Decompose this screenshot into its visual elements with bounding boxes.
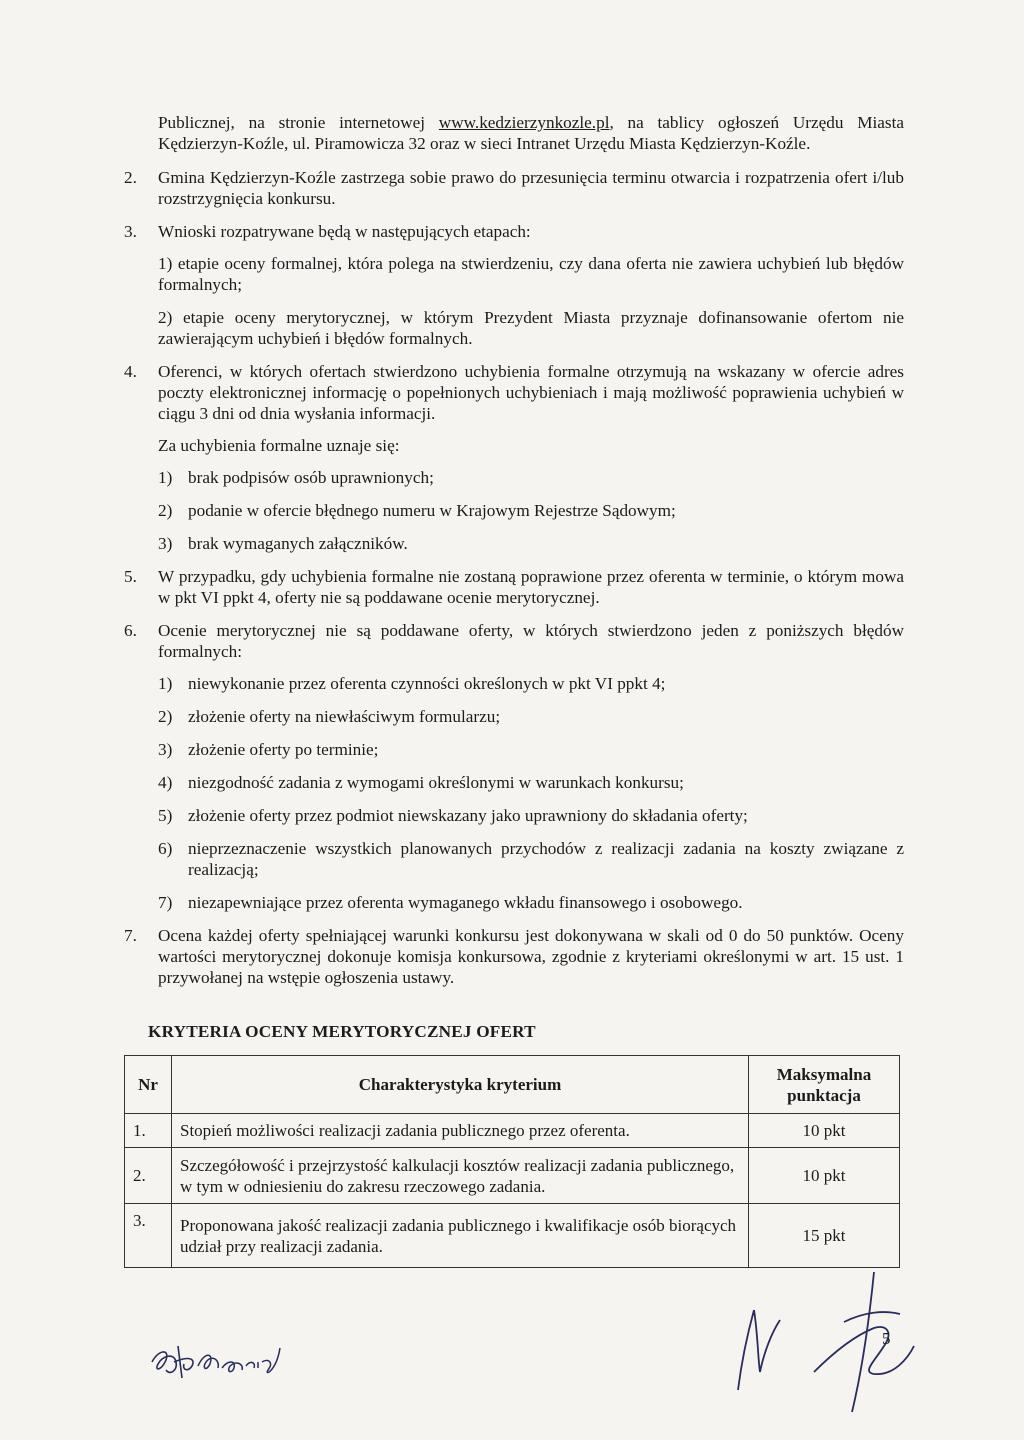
item-number: 6.: [124, 621, 137, 640]
row-nr: 3.: [125, 1204, 172, 1268]
sub-number: 6): [158, 839, 173, 858]
sub-item: [158, 739, 904, 760]
sub-text: nieprzeznaczenie wszystkich planowanych przychodów z realizacji zadania na koszty związane z realizacją;: [188, 839, 904, 879]
sub-number: 2): [158, 501, 173, 520]
row-points: 10 pkt: [749, 1114, 900, 1148]
item-number: 2.: [124, 168, 137, 187]
section-item-3: [124, 221, 904, 349]
header-characteristic: Charakterystyka kryterium: [172, 1056, 749, 1114]
table-row: [125, 1114, 900, 1148]
header-max-points: Maksymalna punktacja: [749, 1056, 900, 1114]
sub-text: podanie w ofercie błędnego numeru w Krajowym Rejestrze Sądowym;: [188, 501, 676, 520]
sub-item: 1) etapie oceny formalnej, która polega na stwierdzeniu, czy dana oferta nie zawiera uchybień lub błędów formalnych;: [158, 254, 904, 294]
sub-list: [158, 467, 904, 554]
sub-item: [158, 805, 904, 826]
sub-item: [158, 892, 904, 913]
sub-item: [158, 706, 904, 727]
sub-number: 3): [158, 534, 173, 553]
sub-item: [158, 838, 904, 880]
section-item-2: [124, 167, 904, 209]
section-item-5: [124, 566, 904, 608]
item-text: Ocena każdej oferty spełniającej warunki konkursu jest dokonywana w skali od 0 do 50 punktów. Oceny wartości merytorycznej dokonuje komisja konkursowa, zgodnie z kryteriami określonymi w art. 15 ust. 1 przywołanej na wstępie ogłoszenia ustawy.: [158, 926, 904, 987]
item-text: Ocenie merytorycznej nie są poddawane oferty, w których stwierdzono jeden z poniższych błędów formalnych:: [158, 621, 904, 661]
sub-number: 2): [158, 707, 173, 726]
sub-number: 1): [158, 468, 173, 487]
criteria-table: [124, 1055, 900, 1268]
criteria-heading: KRYTERIA OCENY MERYTORYCZNEJ OFERT: [148, 1022, 536, 1041]
sub-item: 2) etapie oceny merytorycznej, w którym Prezydent Miasta przyznaje dofinansowanie ofertom nie zawierającym uchybień i błędów formalnych.: [158, 308, 904, 348]
sub-item: [158, 772, 904, 793]
sub-text: złożenie oferty na niewłaściwym formularzu;: [188, 707, 501, 726]
section-item-6: [124, 620, 904, 913]
table-header-row: [125, 1056, 900, 1114]
item-number: 4.: [124, 362, 137, 381]
sub-list: [158, 673, 904, 913]
document-body: [124, 112, 904, 1000]
item-text: Gmina Kędzierzyn-Koźle zastrzega sobie prawo do przesunięcia terminu otwarcia i rozpatrzenia ofert i/lub rozstrzygnięcia konkursu.: [158, 168, 904, 208]
sub-number: 7): [158, 893, 173, 912]
sub-text: niezapewniające przez oferenta wymaganego wkładu finansowego i osobowego.: [188, 893, 743, 912]
sub-text: złożenie oferty po terminie;: [188, 740, 379, 759]
sub-item: [158, 533, 904, 554]
website-link[interactable]: www.kedzierzynkozle.pl: [438, 113, 610, 132]
row-nr: 1.: [125, 1114, 172, 1148]
handwritten-initials-signature: [148, 1322, 288, 1386]
intro-paragraph: [124, 112, 904, 154]
item-text: Oferenci, w których ofertach stwierdzono uchybienia formalne otrzymują na wskazany w ofercie adres poczty elektronicznej informację o popełnionych uchybieniach i mają możliwość poprawienia uchybień w ciągu 3 dni od dnia wysłania informacji.: [158, 362, 904, 423]
sub-text: niewykonanie przez oferenta czynności określonych w pkt VI ppkt 4;: [188, 674, 666, 693]
intro-text-start: Publicznej, na stronie internetowej: [158, 113, 439, 132]
row-characteristic: Proponowana jakość realizacji zadania publicznego i kwalifikacje osób biorących udział przy realizacji zadania.: [172, 1204, 749, 1268]
item-number: 7.: [124, 926, 137, 945]
sub-number: 4): [158, 773, 173, 792]
table-row: [125, 1204, 900, 1268]
sub-text: niezgodność zadania z wymogami określonymi w warunkach konkursu;: [188, 773, 684, 792]
item-text: W przypadku, gdy uchybienia formalne nie zostaną poprawione przez oferenta w terminie, o którym mowa w pkt VI ppkt 4, oferty nie są poddawane ocenie merytorycznej.: [158, 567, 904, 607]
section-item-7: [124, 925, 904, 988]
sub-intro: Za uchybienia formalne uznaje się:: [158, 436, 400, 455]
sub-number: 1): [158, 674, 173, 693]
row-points: 10 pkt: [749, 1148, 900, 1204]
row-points: 15 pkt: [749, 1204, 900, 1268]
sub-list: [158, 253, 904, 349]
sub-text: złożenie oferty przez podmiot niewskazany jako uprawniony do składania oferty;: [188, 806, 748, 825]
item-number: 3.: [124, 222, 137, 241]
sub-item: [158, 673, 904, 694]
section-item-4: [124, 361, 904, 554]
sub-item: [158, 467, 904, 488]
table-row: [125, 1148, 900, 1204]
row-nr: 2.: [125, 1148, 172, 1204]
sub-number: 5): [158, 806, 173, 825]
header-nr: Nr: [125, 1056, 172, 1114]
sub-item: [158, 500, 904, 521]
intro-text-end: , na tablicy ogłoszeń Urzędu Miasta Kędzierzyn-Koźle, ul. Piramowicza 32 oraz w sieci Intranet Urzędu Miasta Kędzierzyn-Koźle.: [158, 113, 904, 153]
row-characteristic: Stopień możliwości realizacji zadania publicznego przez oferenta.: [172, 1114, 749, 1148]
row-characteristic: Szczegółowość i przejrzystość kalkulacji kosztów realizacji zadania publicznego, w tym w odniesieniu do zakresu rzeczowego zadania.: [172, 1148, 749, 1204]
item-text: Wnioski rozpatrywane będą w następujących etapach:: [158, 222, 531, 241]
page-number: 5: [882, 1329, 891, 1348]
sub-number: 3): [158, 740, 173, 759]
handwritten-signature: [724, 1262, 924, 1422]
sub-text: brak wymaganych załączników.: [188, 534, 408, 553]
sub-text: brak podpisów osób uprawnionych;: [188, 468, 434, 487]
item-number: 5.: [124, 567, 137, 586]
